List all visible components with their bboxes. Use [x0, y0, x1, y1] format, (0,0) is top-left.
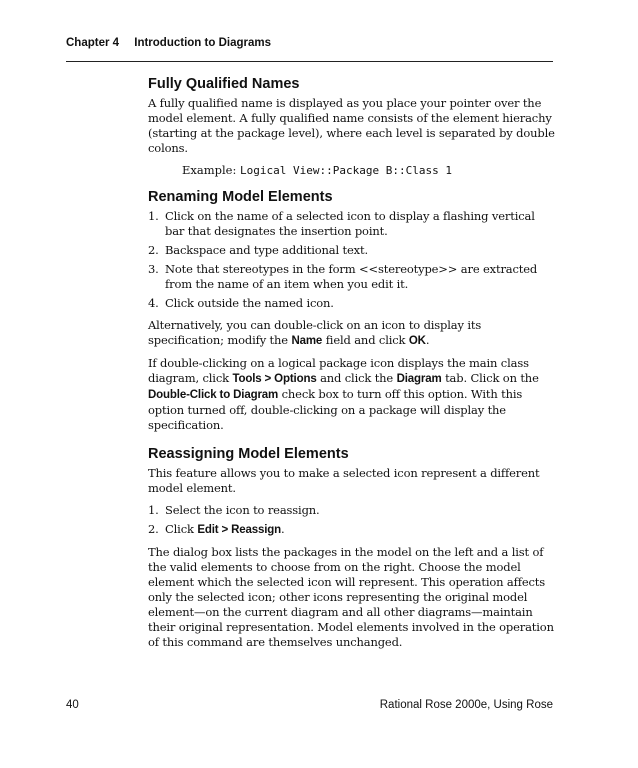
- text-run: .: [281, 522, 285, 536]
- paragraph-double-click: [148, 356, 556, 433]
- paragraph: The dialog box lists the packages in the model on the left and a list of the valid elements to choose from on the right. Choose the model element which the selected icon will represent. This operation affects only the selected icon; other icons representing the original model element—on the current diagram and all other diagrams—maintain their original representation. Model elements involved in the operation of this command are themselves unchanged.: [148, 545, 554, 649]
- ui-term-ok: OK: [408, 335, 426, 347]
- text-run: check box to turn off this option. With this option turned off, double-clicking on a package will display the specification.: [148, 387, 523, 432]
- list-item: [148, 522, 556, 538]
- ui-term-edit-reassign: Edit > Reassign: [197, 524, 282, 536]
- step-number: 1.: [148, 503, 159, 517]
- steps-list: [148, 503, 556, 538]
- page-body: [148, 76, 556, 657]
- paragraph: A fully qualified name is displayed as you place your pointer over the model element. A fully qualified name consists of the element hierachy (starting at the package level), where each level is separated by double colons.: [148, 96, 555, 155]
- section-heading: Fully Qualified Names: [148, 76, 300, 92]
- text-run: Alternatively, you can double-click on an icon to display its specification; modify the: [148, 318, 482, 347]
- text-run: and click the: [316, 371, 397, 385]
- list-item: [148, 503, 556, 518]
- list-item: [148, 296, 556, 311]
- section-heading: Renaming Model Elements: [148, 189, 333, 205]
- ui-term-name: Name: [291, 335, 323, 347]
- book-title: Rational Rose 2000e, Using Rose: [379, 699, 553, 711]
- chapter-label: Chapter 4: [66, 37, 120, 49]
- text-run: tab. Click on the: [441, 371, 539, 385]
- steps-list: [148, 209, 556, 311]
- step-text: Click on the name of a selected icon to display a flashing vertical bar that designates the insertion point.: [165, 209, 535, 238]
- section-reassigning-model-elements: [148, 446, 556, 650]
- example-label: Example:: [182, 163, 237, 177]
- ui-term-diagram: Diagram: [396, 373, 442, 385]
- ui-term-double-click-to-diagram: Double-Click to Diagram: [148, 389, 279, 401]
- text-run: If double-clicking on a logical package icon displays the main class diagram, click: [148, 356, 529, 385]
- section-renaming-model-elements: [148, 189, 556, 433]
- section-heading: Reassigning Model Elements: [148, 446, 349, 462]
- text-run: .: [425, 333, 430, 347]
- running-header: [66, 37, 271, 49]
- step-text: Select the icon to reassign.: [165, 503, 320, 517]
- text-run: field and click: [322, 333, 409, 347]
- chapter-title: Introduction to Diagrams: [134, 37, 271, 49]
- step-text: Note that stereotypes in the form <<stereotype>> are extracted from the name of an item when you edit it.: [165, 262, 538, 291]
- example-code: Logical View::Package B::Class 1: [240, 164, 452, 177]
- paragraph: This feature allows you to make a selected icon represent a different model element.: [148, 466, 540, 495]
- section-fully-qualified-names: [148, 76, 556, 178]
- ui-term-tools-options: Tools > Options: [232, 373, 317, 385]
- step-number: 1.: [148, 209, 159, 223]
- step-number: 3.: [148, 262, 159, 276]
- paragraph-alternatively: [148, 318, 556, 349]
- example-line: [182, 163, 556, 178]
- step-number: 4.: [148, 296, 159, 310]
- list-item: [148, 262, 556, 292]
- step-number: 2.: [148, 243, 159, 257]
- step-text: Backspace and type additional text.: [165, 243, 368, 257]
- header-rule: [66, 61, 553, 62]
- step-text: Click outside the named icon.: [165, 296, 334, 310]
- list-item: [148, 243, 556, 258]
- list-item: [148, 209, 556, 239]
- text-run: Click: [165, 522, 198, 536]
- page-number: 40: [66, 699, 79, 711]
- step-number: 2.: [148, 522, 159, 536]
